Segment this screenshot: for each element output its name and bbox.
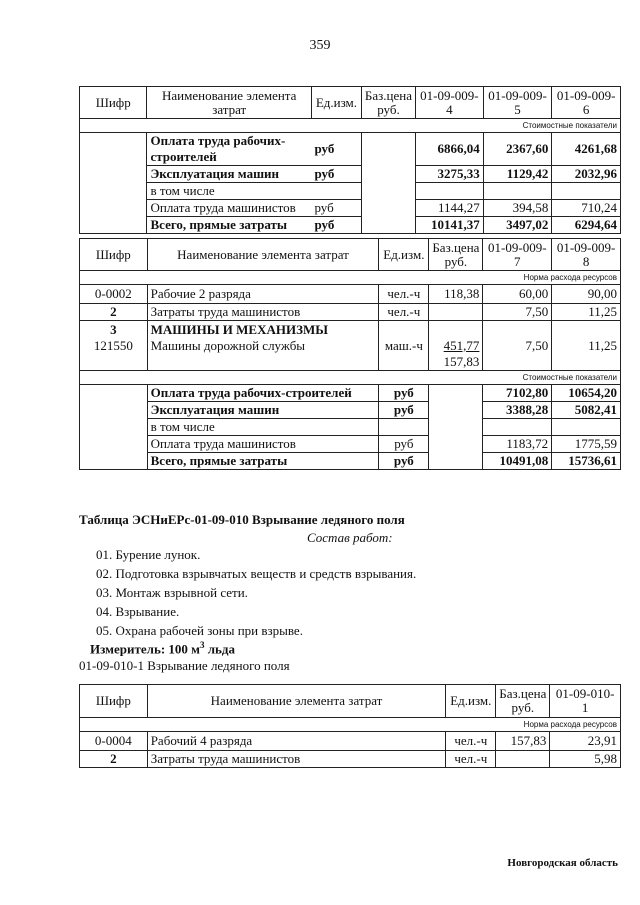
value-cell: 3388,28 bbox=[483, 402, 552, 419]
header-col-009-5: 01-09-009-5 bbox=[483, 87, 552, 119]
header-col-009-8: 01-09-009-8 bbox=[552, 239, 621, 271]
row-name: Оплата труда машинистов bbox=[147, 436, 379, 453]
row-name: Машины дорожной службы bbox=[150, 338, 306, 353]
subheader-cost: Стоимостные показатели bbox=[80, 119, 621, 133]
list-item: 05. Охрана рабочей зоны при взрыве. bbox=[96, 623, 303, 638]
value-cell: 710,24 bbox=[552, 200, 621, 217]
value-cell: 60,00 bbox=[483, 285, 552, 304]
works-list bbox=[96, 545, 416, 640]
row-unit: руб bbox=[311, 217, 361, 234]
row-name: Оплата труда машинистов bbox=[147, 200, 312, 217]
value-cell: 4261,68 bbox=[552, 133, 621, 166]
header-col-009-6: 01-09-009-6 bbox=[552, 87, 621, 119]
row-code: 0-0004 bbox=[80, 732, 148, 751]
header-name: Наименование элемента затрат bbox=[147, 87, 312, 119]
row-price: 118,38 bbox=[429, 285, 483, 304]
header-name: Наименование элемента затрат bbox=[147, 685, 446, 718]
row-name: в том числе bbox=[147, 419, 379, 436]
value-cell: 11,25 bbox=[588, 338, 617, 353]
value-cell: 1183,72 bbox=[483, 436, 552, 453]
page-number: 359 bbox=[309, 38, 331, 53]
header-name: Наименование элемента затрат bbox=[147, 239, 379, 271]
list-item: 04. Взрывание. bbox=[96, 604, 180, 619]
row-price-secondary: 157,83 bbox=[443, 354, 480, 369]
footer-region: Новгородская область bbox=[507, 857, 618, 869]
row-name: Оплата труда рабочих-строителей bbox=[147, 133, 312, 166]
row-unit: чел.-ч bbox=[379, 304, 429, 321]
row-code: 121550 bbox=[93, 338, 133, 353]
value-cell: 10141,37 bbox=[416, 217, 484, 234]
row-unit: чел.-ч bbox=[446, 732, 496, 751]
row-name: в том числе bbox=[147, 183, 312, 200]
value-cell: 7,50 bbox=[525, 338, 549, 353]
value-cell: 2032,96 bbox=[552, 166, 621, 183]
section-name: МАШИНЫ И МЕХАНИЗМЫ bbox=[150, 322, 328, 337]
row-name: Оплата труда рабочих-строителей bbox=[147, 385, 379, 402]
row-name: Рабочие 2 разряда bbox=[147, 285, 379, 304]
header-unit: Ед.изм. bbox=[446, 685, 496, 718]
value-cell: 5082,41 bbox=[552, 402, 621, 419]
row-name: Рабочий 4 разряда bbox=[147, 732, 446, 751]
value-cell: 3497,02 bbox=[483, 217, 552, 234]
subheader-resource-norm: Норма расхода ресурсов bbox=[80, 271, 621, 285]
list-item: 02. Подготовка взрывчатых веществ и средств взрывания. bbox=[96, 566, 417, 581]
value-cell: 7,50 bbox=[483, 304, 552, 321]
row-unit: руб bbox=[379, 436, 429, 453]
cost-table-009-4-6 bbox=[79, 86, 621, 234]
value-cell: 394,58 bbox=[483, 200, 552, 217]
measure-suffix: льда bbox=[204, 641, 236, 657]
resource-table-010-1 bbox=[79, 684, 621, 768]
row-unit: руб bbox=[311, 200, 361, 217]
row-name: Эксплуатация машин bbox=[147, 402, 379, 419]
value-cell: 10491,08 bbox=[483, 453, 552, 470]
row-unit: руб bbox=[311, 166, 361, 183]
value-cell: 90,00 bbox=[552, 285, 621, 304]
header-code: Шифр bbox=[80, 685, 148, 718]
header-unit: Ед.изм. bbox=[379, 239, 429, 271]
value-cell: 15736,61 bbox=[552, 453, 621, 470]
subheader-resource-norm: Норма расхода ресурсов bbox=[80, 718, 621, 732]
measure-line bbox=[90, 640, 235, 657]
value-cell: 1129,42 bbox=[483, 166, 552, 183]
header-base-price: Баз.цена руб. bbox=[429, 239, 483, 271]
row-code: 2 bbox=[80, 751, 148, 768]
value-cell: 3275,33 bbox=[416, 166, 484, 183]
value-cell: 11,25 bbox=[552, 304, 621, 321]
value-cell: 23,91 bbox=[550, 732, 621, 751]
row-unit: руб bbox=[379, 453, 429, 470]
value-cell: 5,98 bbox=[550, 751, 621, 768]
item-line: 01-09-010-1 Взрывание ледяного поля bbox=[79, 658, 290, 673]
row-price: 157,83 bbox=[496, 732, 550, 751]
row-name: Всего, прямые затраты bbox=[147, 453, 379, 470]
header-base-price: Баз.цена руб. bbox=[496, 685, 550, 718]
value-cell: 6866,04 bbox=[416, 133, 484, 166]
value-cell: 7102,80 bbox=[483, 385, 552, 402]
row-name: Затраты труда машинистов bbox=[147, 304, 379, 321]
value-cell: 10654,20 bbox=[552, 385, 621, 402]
header-col-009-7: 01-09-009-7 bbox=[483, 239, 552, 271]
row-code: 0-0002 bbox=[80, 285, 148, 304]
section-title: Таблица ЭСНиЕРс-01-09-010 Взрывание ледяного поля bbox=[79, 512, 405, 527]
value-cell: 6294,64 bbox=[552, 217, 621, 234]
row-name: Всего, прямые затраты bbox=[147, 217, 312, 234]
header-code: Шифр bbox=[80, 239, 148, 271]
row-code: 3 bbox=[110, 322, 117, 337]
resource-table-009-7-8 bbox=[79, 238, 621, 470]
value-cell: 2367,60 bbox=[483, 133, 552, 166]
measure-unit-exponent: 3 bbox=[200, 640, 205, 650]
row-unit: чел.-ч bbox=[446, 751, 496, 768]
list-item: 01. Бурение лунок. bbox=[96, 547, 201, 562]
works-title: Состав работ: bbox=[307, 530, 393, 545]
value-cell: 1775,59 bbox=[552, 436, 621, 453]
subheader-cost: Стоимостные показатели bbox=[80, 371, 621, 385]
measure-prefix: Измеритель: 100 м bbox=[90, 641, 201, 657]
header-code: Шифр bbox=[80, 87, 147, 119]
header-col-009-4: 01-09-009-4 bbox=[416, 87, 484, 119]
value-cell: 1144,27 bbox=[416, 200, 484, 217]
header-unit: Ед.изм. bbox=[311, 87, 361, 119]
row-unit: руб bbox=[311, 133, 361, 166]
list-item: 03. Монтаж взрывной сети. bbox=[96, 585, 248, 600]
row-code: 2 bbox=[80, 304, 148, 321]
row-unit: маш.-ч bbox=[384, 338, 423, 353]
header-col-010-1: 01-09-010-1 bbox=[550, 685, 621, 718]
row-unit: руб bbox=[379, 385, 429, 402]
row-unit: руб bbox=[379, 402, 429, 419]
row-price: 451,77 bbox=[443, 338, 480, 353]
row-unit: чел.-ч bbox=[379, 285, 429, 304]
row-name: Эксплуатация машин bbox=[147, 166, 312, 183]
header-base-price: Баз.цена руб. bbox=[361, 87, 415, 119]
row-name: Затраты труда машинистов bbox=[147, 751, 446, 768]
